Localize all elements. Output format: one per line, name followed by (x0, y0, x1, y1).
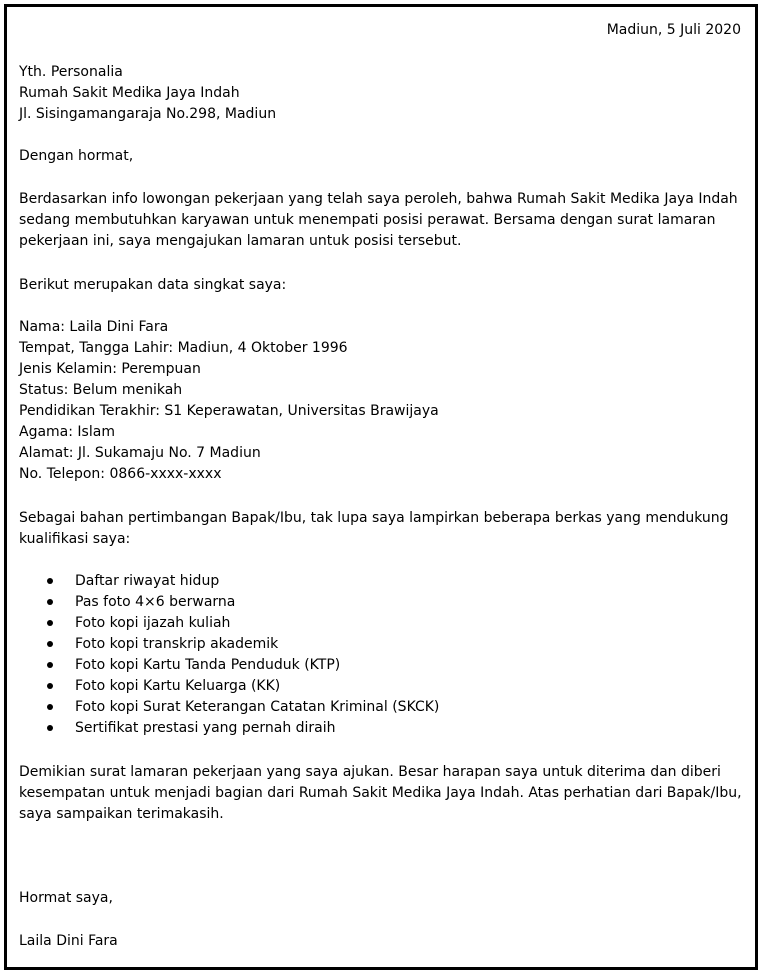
attachments-intro-line-1: Sebagai bahan pertimbangan Bapak/Ibu, tak lupa saya lampirkan beberapa berkas yang mendukung (19, 510, 729, 526)
closing-line-1: Demikian surat lamaran pekerjaan yang saya ajukan. Besar harapan saya untuk diterima dan diberi (19, 764, 721, 780)
bullet-icon (47, 662, 53, 668)
signature-name: Laila Dini Fara (19, 933, 118, 949)
attachments-intro-line-2: kualifikasi saya: (19, 531, 131, 547)
data-address-field: Alamat: Jl. Sukamaju No. 7 Madiun (19, 445, 261, 461)
data-name-field: Nama: Laila Dini Fara (19, 319, 169, 335)
letter-date: Madiun, 5 Juli 2020 (606, 22, 741, 38)
sign-off: Hormat saya, (19, 890, 113, 906)
intro-line-1: Berdasarkan info lowongan pekerjaan yang telah saya peroleh, bahwa Rumah Sakit Medika Jaya Indah (19, 191, 738, 207)
attachment-label: Daftar riwayat hidup (75, 573, 220, 589)
closing-line-2: kesempatan untuk menjadi bagian dari Rumah Sakit Medika Jaya Indah. Atas perhatian dari Bapak/Ibu, (19, 785, 742, 801)
bullet-icon (47, 578, 53, 584)
bullet-icon (47, 683, 53, 689)
closing-line-3: saya sampaikan terimakasih. (19, 806, 224, 822)
attachment-label: Foto kopi Surat Keterangan Catatan Kriminal (SKCK) (75, 699, 440, 715)
attachment-label: Sertifikat prestasi yang pernah diraih (75, 720, 336, 736)
attachment-label: Foto kopi Kartu Tanda Penduduk (KTP) (75, 657, 341, 673)
bullet-icon (47, 725, 53, 731)
intro-line-3: pekerjaan ini, saya mengajukan lamaran untuk posisi tersebut. (19, 233, 462, 249)
data-gender-field: Jenis Kelamin: Perempuan (19, 361, 201, 377)
data-birth-field: Tempat, Tangga Lahir: Madiun, 4 Oktober 1996 (19, 340, 348, 356)
bullet-icon (47, 641, 53, 647)
attachment-label: Foto kopi ijazah kuliah (75, 615, 231, 631)
attachment-label: Foto kopi transkrip akademik (75, 636, 279, 652)
data-phone-field: No. Telepon: 0866-xxxx-xxxx (19, 466, 222, 482)
attachment-label: Pas foto 4×6 berwarna (75, 594, 236, 610)
attachment-label: Foto kopi Kartu Keluarga (KK) (75, 678, 281, 694)
bullet-icon (47, 599, 53, 605)
intro-line-2: sedang membutuhkan karyawan untuk menempati posisi perawat. Bersama dengan surat lamaran (19, 212, 716, 228)
recipient-line-3: Jl. Sisingamangaraja No.298, Madiun (19, 106, 277, 122)
data-religion-field: Agama: Islam (19, 424, 115, 440)
data-education-field: Pendidikan Terakhir: S1 Keperawatan, Universitas Brawijaya (19, 403, 439, 419)
bullet-icon (47, 704, 53, 710)
recipient-line-2: Rumah Sakit Medika Jaya Indah (19, 85, 240, 101)
greeting: Dengan hormat, (19, 148, 134, 164)
letter-frame (4, 4, 758, 970)
data-intro: Berikut merupakan data singkat saya: (19, 277, 287, 293)
recipient-line-1: Yth. Personalia (19, 64, 123, 80)
data-status-field: Status: Belum menikah (19, 382, 183, 398)
bullet-icon (47, 620, 53, 626)
